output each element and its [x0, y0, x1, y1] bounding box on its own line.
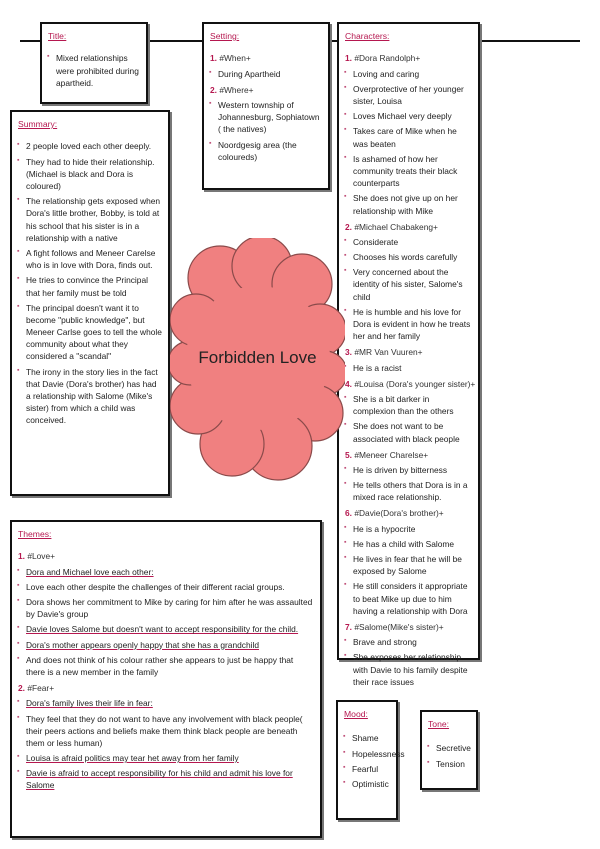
list-item: ▪ Shame [338, 732, 396, 744]
list-item: ▪ Noordgesig area (the coloureds) [204, 139, 328, 163]
list-item [12, 623, 320, 635]
character-name: #Michael Chabakeng+ [354, 221, 438, 232]
list-item: ▪ 2 people loved each other deeply. [12, 140, 168, 152]
theme-text: Davie loves Salome but doesn't want to accept responsibility for the child. [26, 624, 299, 635]
list-item [12, 566, 320, 578]
list-item: ▪ Optimistic [338, 778, 396, 790]
list-item: ▪ A fight follows and Meneer Carelse who is in love with Dora, finds out. [12, 247, 168, 271]
list-item: ▪ During Apartheid [204, 68, 328, 80]
character-heading [339, 221, 478, 233]
list-item: ▪ He still considers it appropriate to beat Mike up due to him having a relationship with Dora [339, 580, 478, 617]
list-item: ▪ He is a hypocrite [339, 523, 478, 535]
list-item: ▪ The irony in the story lies in the fact that Davie (Dora's brother) has had a relationship with Salome (Mike's sister) from which a child was conceived. [12, 366, 168, 427]
list-item: ▪ Fearful [338, 763, 396, 775]
list-item: ▪ Takes care of Mike when he was beaten [339, 125, 478, 149]
list-item: ▪ He is driven by bitterness [339, 464, 478, 476]
theme-text: Dora and Michael love each other: [26, 566, 154, 577]
theme-text: They feel that they do not want to have any involvement with black people( their peers actions and beliefs make them think black people are beneath them or less human) [26, 713, 303, 748]
list-item: ▪ She is a bit darker in complexion than the others [339, 393, 478, 417]
character-number: 5. [345, 449, 352, 460]
list-item [12, 639, 320, 651]
list-item: ▪ He tries to convince the Principal that her family must be told [12, 274, 168, 298]
characters-box [337, 22, 480, 687]
list-item: ▪ She does not want to be associated with black people [339, 420, 478, 444]
character-name: #MR Van Vuuren+ [354, 347, 423, 358]
list-item [12, 654, 320, 678]
connector-line [20, 40, 40, 42]
list-item: ▪ The principal doesn't want it to become "public knowledge", but Meneer Carlse goes to tell the whole community about what they considered a "scandal" [12, 302, 168, 363]
summary-heading: Summary: [18, 119, 58, 129]
list-item: ▪ He is humble and his love for Dora is evident in how he treats her and her family [339, 306, 478, 343]
list-item: ▪ Chooses his words carefully [339, 251, 478, 263]
theme-text: Dora's mother appears openly happy that she has a grandchild [26, 639, 259, 650]
title-box [40, 22, 148, 104]
themes-box [10, 520, 322, 838]
list-item: ▪ Very concerned about the identity of his sister, Salome's child [339, 266, 478, 303]
list-item [12, 697, 320, 709]
character-number: 4. [345, 378, 352, 389]
theme-text: And does not think of his colour rather she appears to just be happy that there is a new member in the family [26, 654, 294, 677]
character-name: #Salome(Mike's sister)+ [354, 621, 444, 632]
character-name: #Dora Randolph+ [354, 53, 421, 64]
list-item: ▪ He lives in fear that he will be exposed by Salome [339, 553, 478, 577]
character-heading [339, 507, 478, 519]
list-item: ▪ Loving and caring [339, 68, 478, 80]
list-item: ▪ He is a racist [339, 362, 478, 374]
setting-box [202, 22, 330, 190]
list-item: ▪ Secretive [422, 742, 476, 754]
theme-heading [12, 550, 320, 562]
list-item: ▪ Loves Michael very deeply [339, 110, 478, 122]
mood-box [336, 700, 405, 820]
list-item [12, 596, 320, 620]
setting-heading: Setting: [210, 31, 240, 41]
character-name: #Davie(Dora's brother)+ [354, 508, 444, 519]
theme-text: Dora's family lives their life in fear: [26, 698, 153, 709]
connector-line [148, 40, 202, 42]
theme-number: 1. [18, 551, 25, 562]
theme-text: Dora shows her commitment to Mike by caring for him after he was assaulted by Davie's group [26, 597, 313, 620]
character-number: 3. [345, 347, 352, 358]
setting-where-heading: 2. #Where+ [210, 84, 254, 95]
list-item: ▪ Tension [422, 758, 476, 770]
list-item: ▪ The relationship gets exposed when Dora's little brother, Bobby, is told at his school that his sister is in a relationship with a native [12, 195, 168, 244]
list-item [12, 581, 320, 593]
themes-heading: Themes: [18, 529, 52, 539]
theme-text: Louisa is afraid politics may tear het away from her family [26, 753, 239, 764]
list-item: ▪ She exposes her relationship with Davie to his family despite their race issues [339, 651, 478, 688]
theme-text: Love each other despite the challenges of their different racial groups. [26, 581, 285, 592]
list-item: ▪ He tells others that Dora is in a mixed race relationship. [339, 479, 478, 503]
title-heading: Title: [48, 31, 67, 41]
character-heading [339, 346, 478, 358]
list-item [12, 713, 320, 750]
characters-heading: Characters: [345, 31, 390, 41]
theme-name: #Love+ [27, 551, 56, 562]
character-number: 2. [345, 221, 352, 232]
character-heading [339, 52, 478, 64]
tone-box [420, 710, 478, 790]
list-item: ▪ He has a child with Salome [339, 538, 478, 550]
character-number: 6. [345, 508, 352, 519]
list-item: ▪ Western township of Johannesburg, Sophiatown ( the natives) [204, 99, 328, 136]
forbidden-love-cloud [170, 238, 345, 488]
list-item: ▪ Hopelessness [338, 748, 396, 760]
theme-name: #Fear+ [27, 683, 55, 694]
mood-heading: Mood: [344, 709, 368, 719]
character-heading [339, 378, 478, 390]
cloud-label: Forbidden Love [198, 348, 317, 367]
setting-when-heading: 1. #When+ [210, 53, 251, 64]
character-name: #Louisa (Dora's younger sister)+ [354, 378, 476, 389]
summary-box [10, 110, 170, 496]
list-item: ▪ Brave and strong [339, 636, 478, 648]
list-item: ▪ Overprotective of her younger sister, Louisa [339, 83, 478, 107]
list-item: ▪ They had to hide their relationship. (Michael is black and Dora is coloured) [12, 156, 168, 193]
list-item [12, 752, 320, 764]
character-number: 1. [345, 53, 352, 64]
theme-text: Davie is afraid to accept responsibility for his child and admit his love for Salome [26, 768, 293, 791]
character-heading [339, 449, 478, 461]
theme-heading [12, 682, 320, 694]
character-heading [339, 621, 478, 633]
character-name: #Meneer Charelse+ [354, 449, 429, 460]
list-item: ▪ Considerate [339, 236, 478, 248]
list-item: ▪ Mixed relationships were prohibited during apartheid. [42, 52, 146, 89]
list-item: ▪ Is ashamed of how her community treats their black counterparts [339, 153, 478, 190]
theme-number: 2. [18, 683, 25, 694]
list-item: ▪ She does not give up on her relationship with Mike [339, 192, 478, 216]
tone-heading: Tone: [428, 719, 450, 729]
character-number: 7. [345, 621, 352, 632]
list-item [12, 767, 320, 791]
connector-line [480, 40, 580, 42]
